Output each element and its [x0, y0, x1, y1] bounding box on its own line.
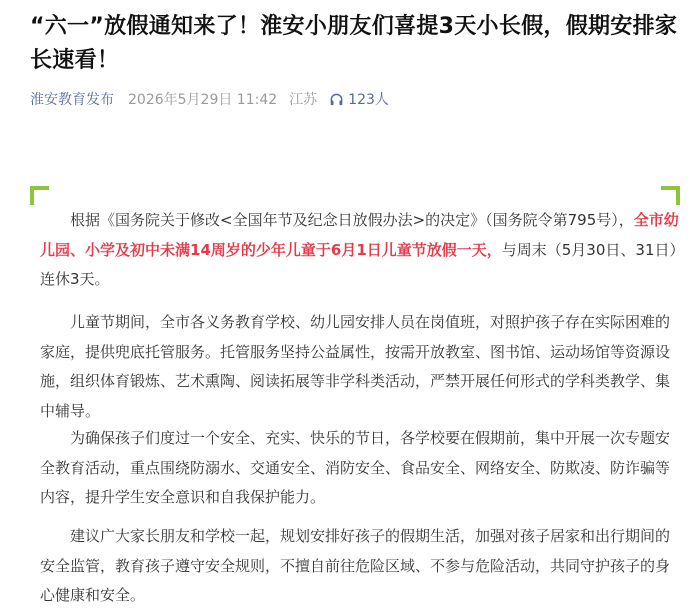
holiday-highlight-text: 全市幼儿园、小学及初中未满14周岁的少年儿童于6月1日儿童节放假一天，: [40, 211, 679, 259]
account-name-link[interactable]: 淮安教育发布: [30, 92, 114, 108]
paragraph-safety-education: 为确保孩子们度过一个安全、充实、快乐的节日，各学校要在假期前，集中开展一次专题安全教育活动，重点围绕防溺水、交通安全、消防安全、食品安全、网络安全、防欺凌、防诈骗等内容，提升学生安全意识和自我保护能力。: [40, 429, 671, 506]
paragraph-holiday-notice: [40, 206, 680, 295]
frame-corner-top-right: [661, 186, 680, 205]
headphone-icon: [329, 92, 344, 107]
listen-button[interactable]: [329, 89, 389, 109]
paragraph-childcare-service: 儿童节期间，全市各义务教育学校、幼儿园安排人员在岗值班，对照护孩子存在实际困难的家庭，提供兜底托管服务。托管服务坚持公益属性，按需开放教室、图书馆、运动场馆等资源设施，组织体育锻炼、艺术熏陶、阅读拓展等非学科类活动，严禁开展任何形式的学科类教学、集中辅导。: [40, 313, 671, 420]
article-content: [30, 186, 680, 604]
article-title: “六一”放假通知来了！淮安小朋友们喜提3天小长假，假期安排家长速看！: [30, 14, 678, 73]
frame-corner-top-left: [30, 186, 49, 205]
paragraph-holiday-notice-end: 与周末（5月30日、31日）连休3天。: [40, 240, 677, 288]
listen-count: 123人: [348, 92, 389, 108]
article-meta: [30, 88, 389, 110]
paragraph-parent-advice: 建议广大家长朋友和学校一起，规划安排好孩子的假期生活，加强对孩子居家和出行期间的安全监管，教育孩子遵守安全规则，不擅自前往危险区域、不参与危险活动，共同守护孩子的身心健康和安全。: [40, 527, 671, 604]
paragraph-holiday-notice-intro: 根据《国务院关于修改<全国年节及纪念日放假办法>的决定》（国务院令第795号），: [70, 211, 634, 229]
publish-region: 江苏: [289, 92, 318, 108]
publish-date: 2026年5月29日 11:42: [128, 92, 278, 108]
